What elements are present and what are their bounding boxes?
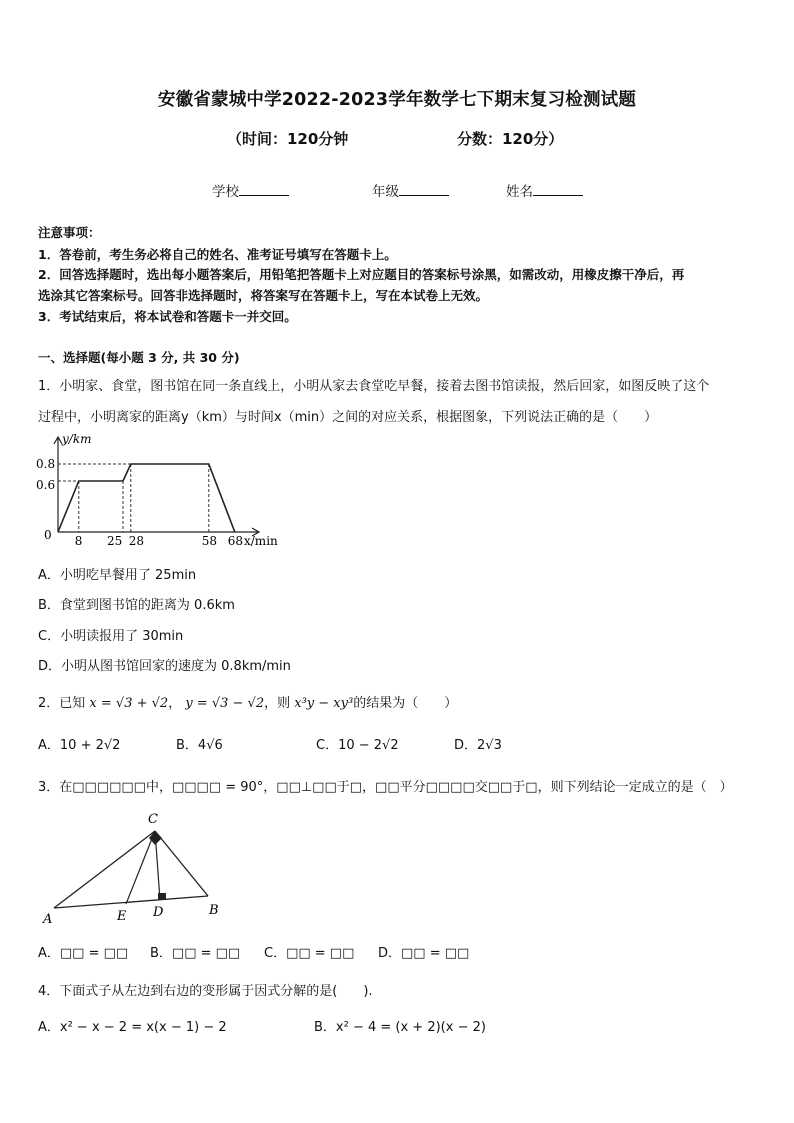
- q4-stem: 4．下面式子从左边到右边的变形属于因式分解的是( ).: [38, 984, 373, 999]
- q1-graph: [36, 432, 286, 554]
- q3-option-a[interactable]: A．□□ = □□: [38, 946, 129, 961]
- school-label: 学校: [212, 184, 239, 200]
- time-info: （时间：120分钟: [227, 130, 349, 148]
- x-tick-label: 25: [107, 534, 123, 548]
- distance-time-line: [58, 464, 235, 532]
- q2-prefix: 2．已知: [38, 696, 86, 711]
- q2-y-expression: y = √3 − √2: [185, 696, 265, 711]
- right-angle-mark-d: [158, 893, 166, 900]
- q2-target-expression: x³y − xy³: [294, 696, 354, 711]
- x-tick-label: 58: [201, 534, 218, 548]
- school-field: [212, 180, 289, 200]
- q3-stem: 3．在□□□□□□中，□□□□ = 90°，□□⊥□□于□，□□平分□□□□交□□于□，则下列结论一定成立的是（ ）: [38, 780, 733, 795]
- page-title: 安徽省蒙城中学2022-2023学年数学七下期末复习检测试题: [157, 90, 637, 110]
- q4-option-a[interactable]: A．x² − x − 2 = x(x − 1) − 2: [38, 1020, 227, 1035]
- grade-label: 年级: [372, 184, 399, 200]
- notice-heading: 注意事项：: [38, 225, 101, 240]
- name-blank[interactable]: [533, 183, 583, 196]
- q3-option-b[interactable]: B．□□ = □□: [150, 946, 241, 961]
- q1-option-c[interactable]: C．小明读报用了 30min: [38, 629, 184, 644]
- q1-stem-line2: 过程中，小明离家的距离y（km）与时间x（min）之间的对应关系，根据图象，下列说法正确的是（ ）: [38, 410, 658, 425]
- right-angle-mark-c: [149, 831, 162, 845]
- origin-label: 0: [44, 528, 52, 542]
- notice-item: 3．考试结束后，将本试卷和答题卡一并交回。: [38, 309, 297, 324]
- x-axis-label: x/min: [244, 534, 278, 548]
- q3-option-c[interactable]: C．□□ = □□: [264, 946, 355, 961]
- notice-item: 1．答卷前，考生务必将自己的姓名、准考证号填写在答题卡上。: [38, 247, 397, 262]
- y-axis-label: y/km: [62, 432, 92, 446]
- grade-blank[interactable]: [399, 183, 449, 196]
- notice-item: 2．回答选择题时，选出每小题答案后，用铅笔把答题卡上对应题目的答案标号涂黑，如需改动，用橡皮擦干净后，再: [38, 267, 685, 282]
- label-e: E: [117, 909, 127, 924]
- school-blank[interactable]: [239, 183, 289, 196]
- notice-item: 选涂其它答案标号。回答非选择题时，将答案写在答题卡上，写在本试卷上无效。: [38, 288, 489, 303]
- x-tick-label: 68: [227, 534, 244, 548]
- q2-option-b[interactable]: B．4√6: [176, 738, 223, 753]
- q2-option-d[interactable]: D．2√3: [454, 738, 502, 753]
- score-info: 分数：120分）: [457, 130, 564, 148]
- label-c: C: [148, 812, 158, 827]
- side-bc: [155, 831, 208, 896]
- q1-option-a[interactable]: A．小明吃早餐用了 25min: [38, 568, 197, 583]
- q2-stem: 2．已知 x = √3 + √2， y = √3 − √2，则 x³y − xy³的结果为（ ）: [38, 696, 458, 711]
- q1-option-d[interactable]: D．小明从图书馆回家的速度为 0.8km/min: [38, 659, 291, 674]
- q1-stem-line1: 1．小明家、食堂，图书馆在同一条直线上，小明从家去食堂吃早餐，接着去图书馆读报，然后回家，如图反映了这个: [38, 379, 710, 394]
- name-label: 姓名: [506, 184, 533, 200]
- grade-field: [372, 180, 449, 200]
- q2-x-expression: x = √3 + √2: [89, 696, 169, 711]
- q3-triangle-figure: [38, 808, 238, 926]
- q2-option-a[interactable]: A．10 + 2√2: [38, 738, 121, 753]
- q4-option-b[interactable]: B．x² − 4 = (x + 2)(x − 2): [314, 1020, 486, 1035]
- name-field: [506, 180, 583, 200]
- x-tick-label: 8: [74, 534, 83, 548]
- q3-option-d[interactable]: D．□□ = □□: [378, 946, 470, 961]
- q2-mid: ，则: [264, 696, 291, 711]
- label-b: B: [209, 903, 219, 918]
- label-d: D: [153, 905, 164, 920]
- y-tick-label: 0.6: [36, 478, 56, 492]
- side-ab: [54, 896, 208, 908]
- q2-option-c[interactable]: C．10 − 2√2: [316, 738, 399, 753]
- x-tick-label: 28: [128, 534, 145, 548]
- q1-option-b[interactable]: B．食堂到图书馆的距离为 0.6km: [38, 598, 235, 613]
- y-tick-label: 0.8: [36, 457, 56, 471]
- label-a: A: [43, 912, 53, 926]
- q2-suffix: 的结果为（ ）: [353, 696, 458, 711]
- section-heading: 一、选择题(每小题 3 分, 共 30 分): [38, 350, 240, 365]
